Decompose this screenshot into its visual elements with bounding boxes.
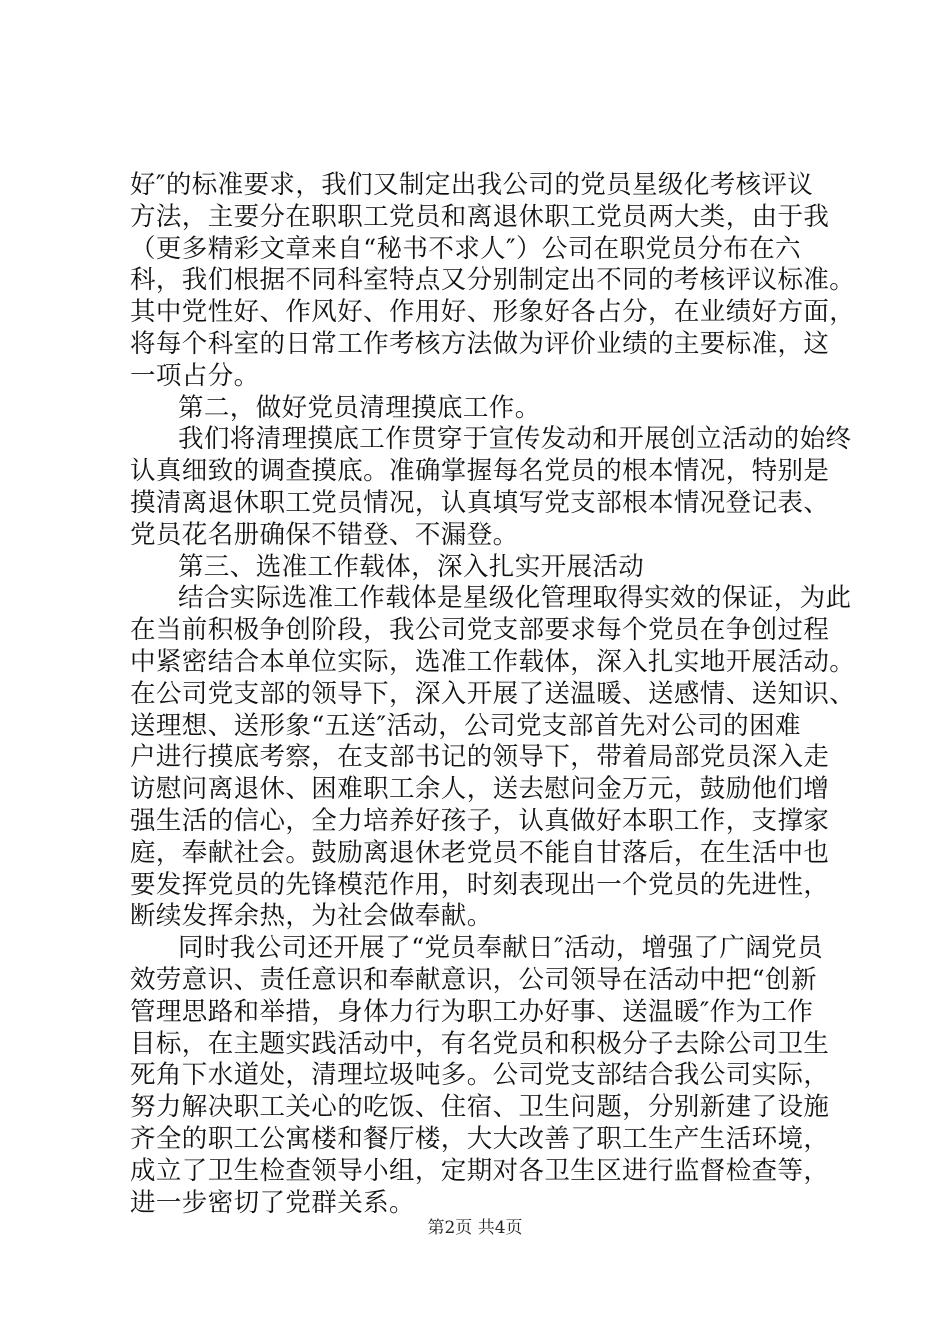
page-number-footer: 第2页 共4页 <box>427 1218 523 1238</box>
text-line: 强生活的信心，全力培养好孩子，认真做好本职工作，支撑家 <box>130 805 830 836</box>
text-line: 目标，在主题实践活动中，有名党员和积极分子去除公司卫生 <box>130 1028 830 1059</box>
text-line: 党员花名册确保不错登、不漏登。 <box>130 519 519 550</box>
text-line: 成立了卫生检查领导小组，定期对各卫生区进行监督检查等， <box>130 1155 830 1186</box>
text-line: 效劳意识、责任意识和奉献意识，公司领导在活动中把“创新 <box>130 964 817 995</box>
text-line: 一项占分。 <box>130 360 260 391</box>
text-line: 方法，主要分在职职工党员和离退休职工党员两大类，由于我 <box>130 201 830 232</box>
text-line: 户进行摸底考察，在支部书记的领导下，带着局部党员深入走 <box>130 742 830 773</box>
text-line: 其中党性好、作风好、作用好、形象好各占分，在业绩好方面， <box>130 297 856 328</box>
text-line: 要发挥党员的先锋模范作用，时刻表现出一个党员的先进性， <box>130 869 830 900</box>
text-line: 断续发挥余热，为社会做奉献。 <box>130 901 493 932</box>
document-body <box>130 170 856 1219</box>
section-heading: 第三、选准工作载体，深入扎实开展活动 <box>178 551 645 582</box>
paragraph-start-line: 同时我公司还开展了“党员奉献日″活动，增强了广阔党员 <box>178 933 823 964</box>
text-line: 在公司党支部的领导下，深入开展了送温暖、送感情、送知识、 <box>130 678 856 709</box>
text-line: 在当前积极争创阶段，我公司党支部要求每个党员在争创过程 <box>130 615 830 646</box>
text-line: 管理思路和举措，身体力行为职工办好事、送温暖″作为工作 <box>130 996 814 1027</box>
section-heading: 第二，做好党员清理摸底工作。 <box>178 392 541 423</box>
text-line: 努力解决职工关心的吃饭、住宿、卫生问题，分别新建了设施 <box>130 1092 830 1123</box>
paragraph-start-line: 结合实际选准工作载体是星级化管理取得实效的保证，为此 <box>178 583 852 614</box>
text-line: 齐全的职工公寓楼和餐厅楼，大大改善了职工生产生活环境， <box>130 1123 830 1154</box>
paragraph-start-line: 我们将清理摸底工作贯穿于宣传发动和开展创立活动的始终 <box>178 424 852 455</box>
text-line: 好″的标准要求，我们又制定出我公司的党员星级化考核评议 <box>130 170 814 200</box>
text-line: 庭，奉献社会。鼓励离退休老党员不能自甘落后，在生活中也 <box>130 837 830 868</box>
text-line: 死角下水道处，清理垃圾吨多。公司党支部结合我公司实际， <box>130 1060 830 1091</box>
text-line: 送理想、送形象“五送″活动，公司党支部首先对公司的困难 <box>130 710 801 741</box>
text-line: （更多精彩文章来自“秘书不求人″）公司在职党员分布在六 <box>130 233 801 264</box>
text-line: 中紧密结合本单位实际，选准工作载体，深入扎实地开展活动。 <box>130 646 856 677</box>
text-line: 将每个科室的日常工作考核方法做为评价业绩的主要标准，这 <box>130 328 830 359</box>
text-line: 摸清离退休职工党员情况，认真填写党支部根本情况登记表、 <box>130 487 830 518</box>
text-line: 科，我们根据不同科室特点又分别制定出不同的考核评议标准。 <box>130 265 856 296</box>
text-line: 访慰问离退休、困难职工余人，送去慰问金万元，鼓励他们增 <box>130 774 830 805</box>
text-line: 认真细致的调查摸底。准确掌握每名党员的根本情况，特别是 <box>130 456 830 487</box>
text-line: 进一步密切了党群关系。 <box>130 1187 415 1218</box>
